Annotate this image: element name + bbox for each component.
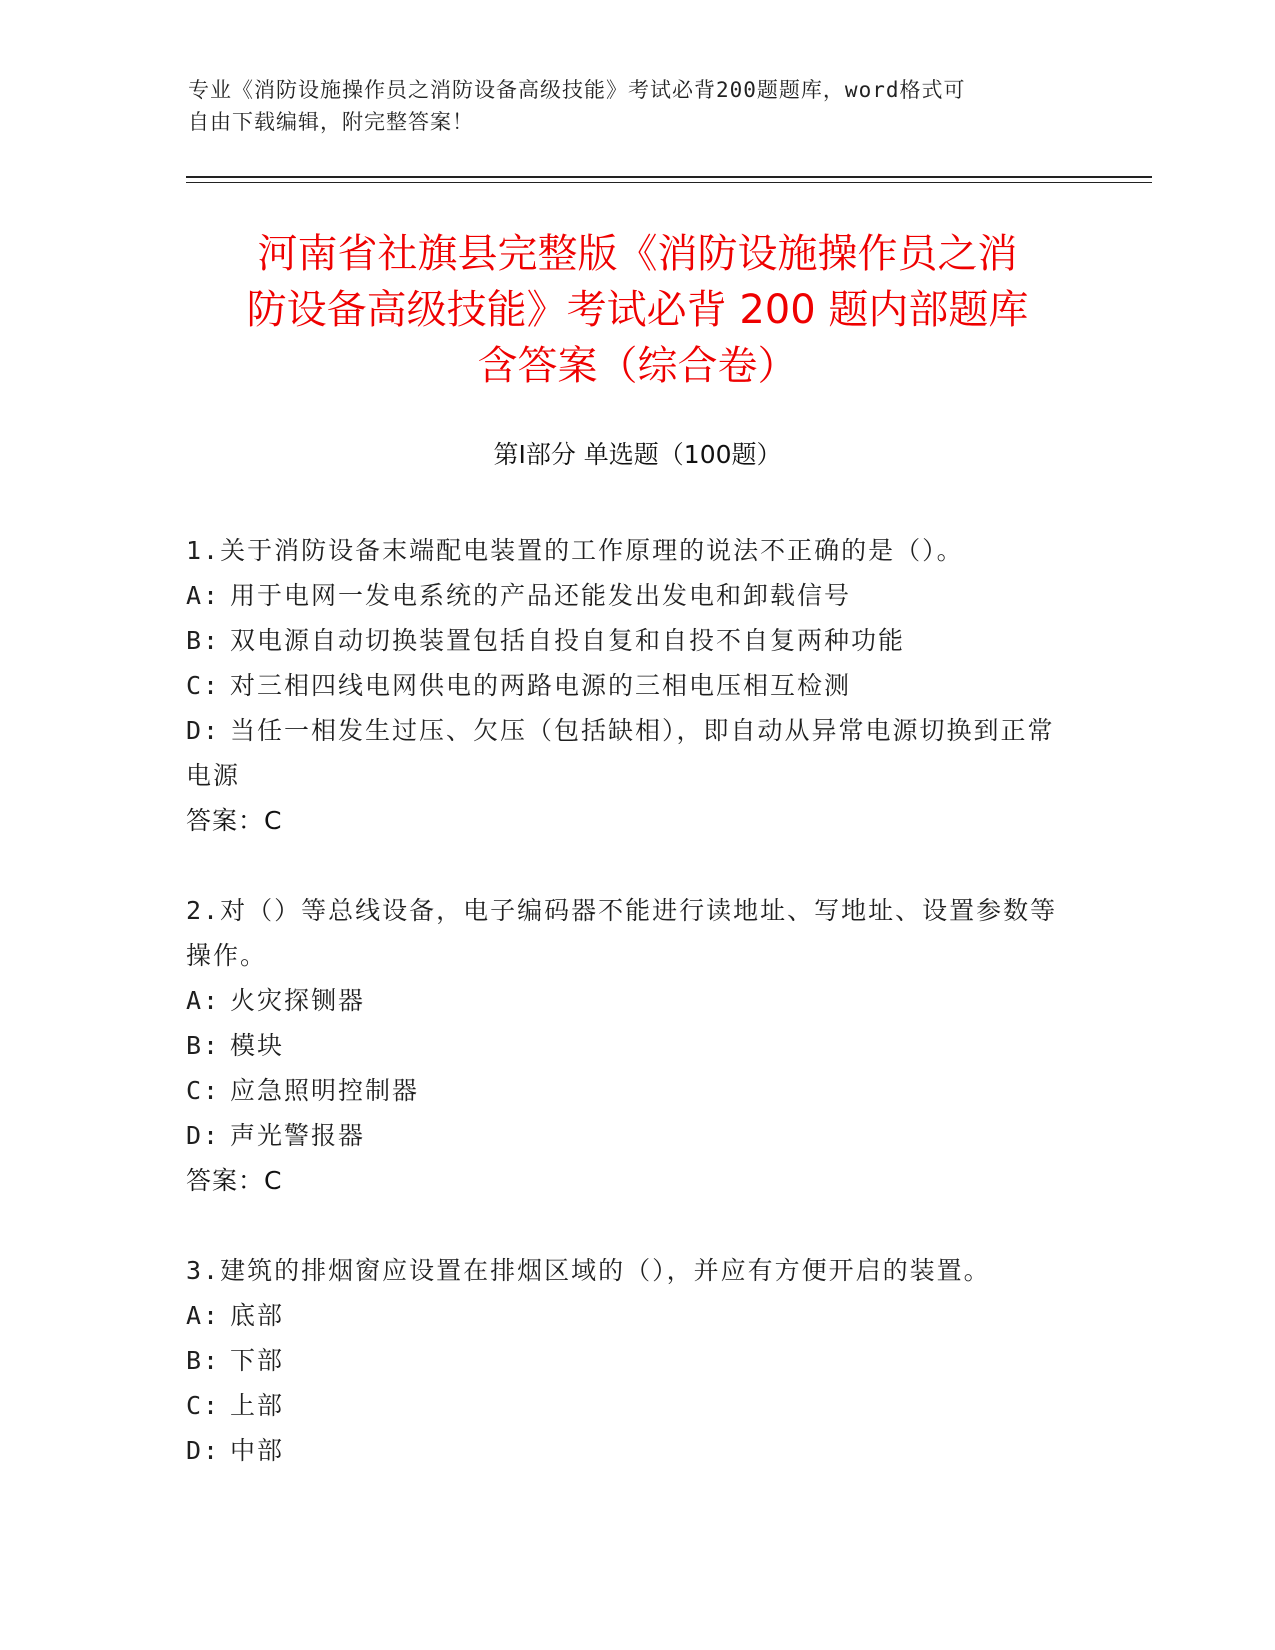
option-letter: D:: [186, 1121, 221, 1150]
option-letter: A:: [186, 581, 221, 610]
option-text: 应急照明控制器: [230, 1076, 420, 1105]
option-b: [186, 1023, 1066, 1068]
option-c: [186, 1383, 1066, 1428]
question-list: [186, 528, 1066, 1473]
title-line-2: 防设备高级技能》考试必背 200 题内部题库: [246, 287, 1029, 333]
option-letter: C:: [186, 1076, 221, 1105]
option-text: 上部: [230, 1391, 285, 1420]
title-line-1: 河南省社旗县完整版《消防设施操作员之消: [257, 231, 1018, 277]
answer-line: 答案：C: [186, 806, 283, 835]
option-text: 对三相四线电网供电的两路电源的三相电压相互检测: [230, 671, 852, 700]
header-divider-thin: [186, 182, 1152, 183]
header-note: [188, 74, 1068, 138]
header-note-line-2: 自由下载编辑，附完整答案！: [188, 110, 474, 134]
option-d: [186, 1113, 1066, 1158]
question-item: [186, 528, 1066, 843]
option-text: 火灾探铡器: [230, 986, 366, 1015]
option-text: 声光警报器: [230, 1121, 366, 1150]
option-text: 双电源自动切换装置包括自投自复和自投不自复两种功能: [230, 626, 906, 655]
option-text: 当任一相发生过压、欠压（包括缺相），即自动从异常电源切换到正常电源: [186, 716, 1055, 790]
option-letter: A:: [186, 986, 221, 1015]
option-d: [186, 1428, 1066, 1473]
option-letter: B:: [186, 1346, 221, 1375]
option-a: [186, 1293, 1066, 1338]
header-divider-thick: [186, 176, 1152, 178]
question-stem: 2.对（）等总线设备，电子编码器不能进行读地址、写地址、设置参数等操作。: [186, 896, 1058, 970]
option-letter: D:: [186, 716, 221, 745]
section-heading: 第Ⅰ部分 单选题（100题）: [493, 440, 782, 469]
option-b: [186, 618, 1066, 663]
option-c: [186, 1068, 1066, 1113]
option-d: [186, 708, 1066, 798]
option-text: 下部: [230, 1346, 285, 1375]
option-letter: D:: [186, 1436, 221, 1465]
option-text: 模块: [230, 1031, 285, 1060]
answer-line: 答案：C: [186, 1166, 283, 1195]
header-note-line-1: 专业《消防设施操作员之消防设备高级技能》考试必背200题题库，word格式可: [188, 78, 966, 102]
option-text: 底部: [230, 1301, 285, 1330]
option-b: [186, 1338, 1066, 1383]
document-title: [120, 226, 1155, 394]
title-line-3: 含答案（综合卷）: [477, 343, 798, 389]
option-letter: A:: [186, 1301, 221, 1330]
option-letter: C:: [186, 671, 221, 700]
option-letter: C:: [186, 1391, 221, 1420]
question-item: [186, 1248, 1066, 1473]
question-item: [186, 888, 1066, 1203]
question-stem: 3.建筑的排烟窗应设置在排烟区域的（），并应有方便开启的装置。: [186, 1256, 991, 1285]
option-letter: B:: [186, 626, 221, 655]
option-text: 用于电网一发电系统的产品还能发出发电和卸载信号: [230, 581, 852, 610]
option-a: [186, 978, 1066, 1023]
question-stem: 1.关于消防设备末端配电装置的工作原理的说法不正确的是（）。: [186, 536, 964, 565]
option-c: [186, 663, 1066, 708]
option-a: [186, 573, 1066, 618]
option-letter: B:: [186, 1031, 221, 1060]
option-text: 中部: [230, 1436, 285, 1465]
